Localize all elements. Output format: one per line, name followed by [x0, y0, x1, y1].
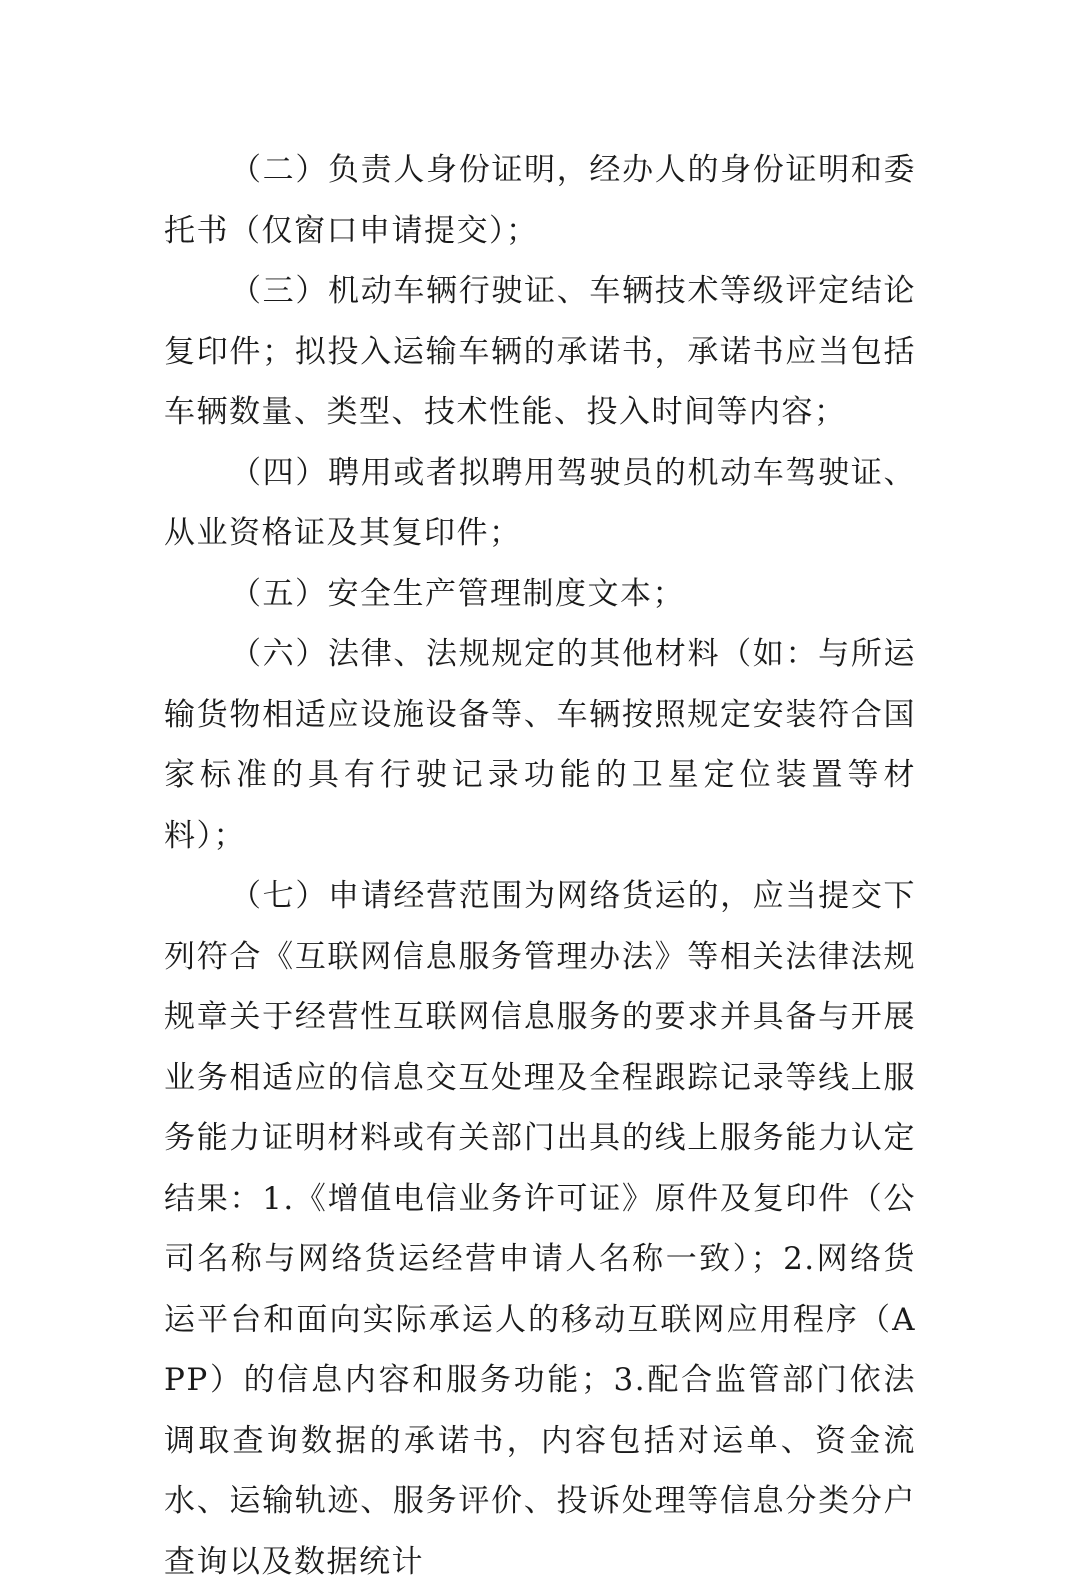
paragraph-item-7: （七）申请经营范围为网络货运的，应当提交下列符合《互联网信息服务管理办法》等相关法律法规规章关于经营性互联网信息服务的要求并具备与开展业务相适应的信息交互处理及全程跟踪记录等线上服务能力证明材料或有关部门出具的线上服务能力认定结果：1.《增值电信业务许可证》原件及复印件（公司名称与网络货运经营申请人名称一致）；2.网络货运平台和面向实际承运人的移动互联网应用程序（APP）的信息内容和服务功能；3.配合监管部门依法调取查询数据的承诺书，内容包括对运单、资金流水、运输轨迹、服务评价、投诉处理等信息分类分户查询以及数据统计 [164, 878, 916, 1580]
paragraph-item-3: （三）机动车辆行驶证、车辆技术等级评定结论复印件；拟投入运输车辆的承诺书，承诺书应当包括车辆数量、类型、技术性能、投入时间等内容； [164, 273, 916, 430]
document-body [164, 140, 916, 1592]
paragraph-item-2: （二）负责人身份证明，经办人的身份证明和委托书（仅窗口申请提交）； [164, 152, 916, 249]
paragraph-item-6: （六）法律、法规规定的其他材料（如：与所运输货物相适应设施设备等、车辆按照规定安装符合国家标准的具有行驶记录功能的卫星定位装置等材料）； [164, 636, 916, 854]
paragraph-item-4: （四）聘用或者拟聘用驾驶员的机动车驾驶证、从业资格证及其复印件； [164, 454, 916, 551]
paragraph-item-5: （五）安全生产管理制度文本； [230, 575, 685, 612]
